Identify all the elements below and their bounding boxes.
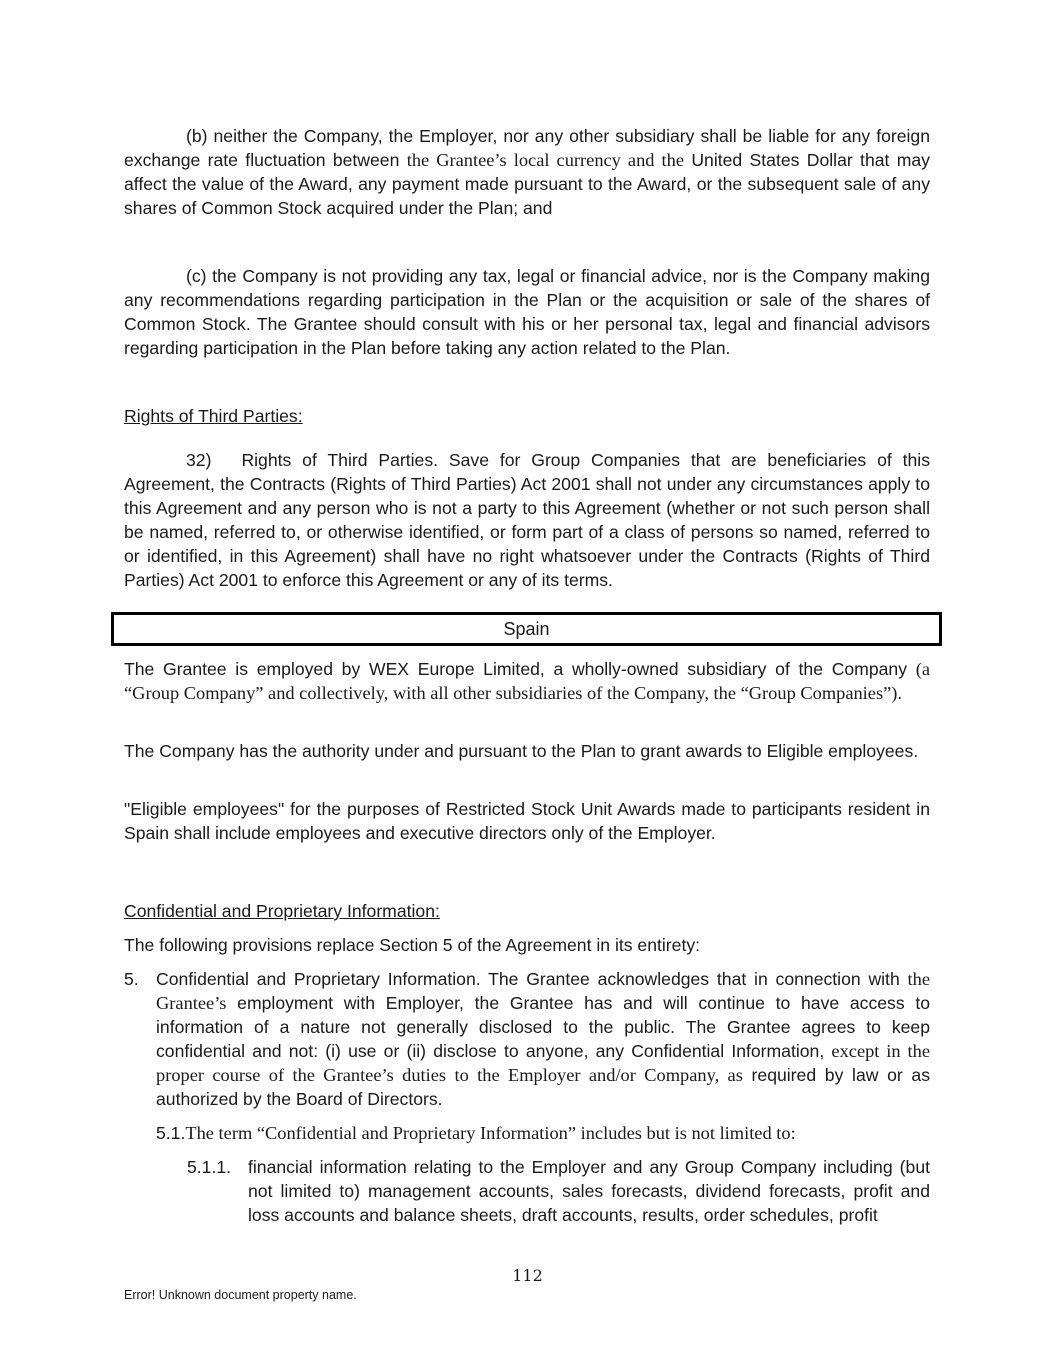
section-5-1-1-text: financial information relating to the Employer and any Group Company including (but not limited to) management accounts, sales forecasts, dividend forecasts, profit and loss accounts and balance sheets, draft accounts, results, order schedules, profit xyxy=(248,1157,930,1225)
footer-error-text: Error! Unknown document property name. xyxy=(124,1288,357,1302)
section-5-1-number: 5.1. xyxy=(156,1123,186,1143)
section-5-1-1-number: 5.1.1. xyxy=(187,1157,232,1177)
replace-provisions-text: The following provisions replace Section 5 of the Agreement in its entirety: xyxy=(124,935,701,955)
spain-paragraph-2: The Company has the authority under and pursuant to the Plan to grant awards to Eligible employees. xyxy=(124,741,919,761)
paragraph-32-text: Save for Group Companies that are beneficiaries of this Agreement, the Contracts (Rights of Third Parties) Act 2001 shall not under any circumstances apply to this Agreement and any person who is not a party to this Agreement (whether or not such person shall be named, referred to, or otherwise identified, or form part of a class of persons so named, referred to or identified, in this Agreement) shall have no right whatsoever under the Contracts (Rights of Third Parties) Act 2001 to enforce this Agreement or any of its terms. xyxy=(124,450,930,590)
paragraph-b-text-cont: United States Dollar that may affect the value of the Award, any payment made pursuant to the Award, or the subsequent sale of any shares of Common Stock acquired under the Plan; and xyxy=(124,150,930,218)
paragraph-32-lead: Rights of Third Parties. xyxy=(241,450,439,470)
page-number: 112 xyxy=(512,1266,543,1285)
section-5-text-part-3: required by law or as authorized by the Board of Directors. xyxy=(156,1065,931,1109)
spain-paragraph-1 xyxy=(124,657,930,705)
paragraph-b xyxy=(124,124,930,220)
spain-paragraph-1-serif-text: (a “Group Company” and collectively, with all other subsidiaries of the Company, the “Group Companies”). xyxy=(124,659,930,703)
paragraph-32-number: 32) xyxy=(186,450,212,470)
section-5-text-part-2: employment with Employer, the Grantee has and will continue to have access to information of a nature not generally disclosed to the public. The Grantee agrees to keep confidential and not: (i) use or (ii) disclose to anyone, any Confidential Information, xyxy=(156,993,930,1061)
paragraph-b-serif-text: the Grantee’s local currency and the xyxy=(406,150,684,170)
section-5-number: 5. xyxy=(124,969,139,989)
section-5-serif-part-2: except in the proper course of the Grantee’s duties to the Employer and/or Company, as xyxy=(156,1041,930,1085)
spain-paragraph-3: "Eligible employees" for the purposes of Restricted Stock Unit Awards made to participants resident in Spain shall include employees and executive directors only of the Employer. xyxy=(124,799,930,843)
section-5-text-part-1: Confidential and Proprietary Information. The Grantee acknowledges that in connection with xyxy=(156,969,908,989)
confidential-heading: Confidential and Proprietary Information: xyxy=(124,901,440,921)
rights-third-parties-heading: Rights of Third Parties: xyxy=(124,406,303,426)
paragraph-b-text: (b) neither the Company, the Employer, nor any other subsidiary shall be liable for any foreign exchange rate fluctuation between xyxy=(124,126,930,170)
section-5-text xyxy=(156,967,930,1111)
section-5-1-text: The term “Confidential and Proprietary Information” includes but is not limited to: xyxy=(185,1123,796,1143)
country-heading-box: Spain xyxy=(111,612,942,646)
section-5-1 xyxy=(156,1121,930,1145)
section-5-serif-part-1: the Grantee’s xyxy=(156,969,930,1013)
paragraph-32 xyxy=(124,448,930,592)
paragraph-c: (c) the Company is not providing any tax, legal or financial advice, nor is the Company making any recommendations regarding participation in the Plan or the acquisition or sale of the shares of Common Stock. The Grantee should consult with his or her personal tax, legal and financial advisors regarding participation in the Plan before taking any action related to the Plan. xyxy=(124,266,930,358)
spain-paragraph-1-text: The Grantee is employed by WEX Europe Limited, a wholly-owned subsidiary of the Company xyxy=(124,659,916,679)
